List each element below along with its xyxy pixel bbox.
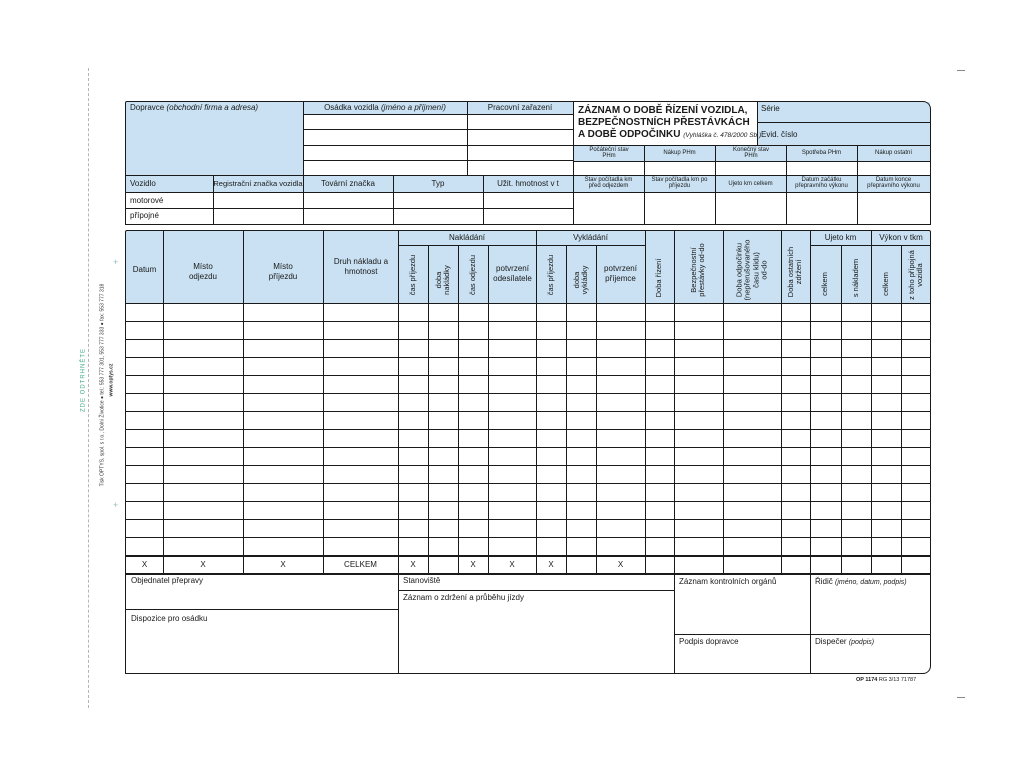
col-departure-time: čas odjezdu	[467, 254, 477, 296]
km-group: Ujeto km	[824, 233, 857, 242]
top-section	[125, 101, 931, 225]
tear-line	[88, 68, 89, 708]
totals-x: X	[470, 560, 476, 569]
crosshair-icon: +	[113, 500, 119, 510]
col-receiver-confirm: potvrzení příjemce	[604, 264, 637, 284]
col-driving-time: Doba řízení	[653, 258, 663, 298]
printer-website: www.optys.cz	[108, 363, 115, 397]
dispatcher-label: Dispečer (podpis)	[815, 637, 875, 646]
form-code: OP 1174 RG 3/13 71787	[856, 677, 917, 683]
position-label: Pracovní zařazení	[487, 103, 553, 112]
totals-x: X	[410, 560, 416, 569]
carrier-label: Dopravce (obchodní firma a adresa)	[130, 103, 259, 112]
fuel-header: Konečný stav PHm	[732, 147, 770, 159]
driver-label: Řidič (jméno, datum, podpis)	[815, 577, 907, 586]
corner-mark	[957, 70, 965, 71]
control-record-label: Záznam kontrolních orgánů	[679, 577, 777, 586]
totals-label: CELKEM	[344, 560, 377, 569]
crew-label: Osádka vozidla (jméno a příjmení)	[324, 103, 446, 112]
vehicle-header: Typ	[431, 179, 445, 188]
col-arrival-place: Místo příjezdu	[268, 262, 298, 281]
corner-mark	[957, 697, 965, 698]
vehicle-header: Tovární značka	[321, 179, 375, 188]
vehicle-row-label: přípojné	[130, 211, 159, 220]
vehicle-header: Registrační značka vozidla	[213, 179, 303, 188]
crew-disposition-label: Dispozice pro osádku	[131, 614, 208, 623]
col-other-delays: Doba ostatních zdržení	[785, 246, 803, 298]
col-rest-period: Doba odpočinku (nepřerušovaného času klidu) od-do	[734, 239, 769, 301]
loading-group: Nakládání	[448, 233, 486, 242]
vehicle-row-label: motorové	[130, 196, 164, 205]
col-arrival-time: čas příjezdu	[545, 254, 555, 296]
col-tkm-trailer: z toho přípojná vozidla	[906, 250, 924, 300]
odometer-header: Datum začátku přepravního výkonu	[795, 177, 848, 189]
col-tkm-total: celkem	[880, 272, 890, 296]
odometer-header: Datum konce přepravního výkonu	[867, 177, 920, 189]
vehicle-header: Vozidlo	[130, 179, 156, 188]
fuel-header: Počáteční stav PHm	[589, 147, 629, 159]
carrier-signature-label: Podpis dopravce	[679, 637, 739, 646]
record-number-label: Evid. číslo	[761, 130, 798, 139]
tkm-group: Výkon v tkm	[879, 233, 923, 242]
totals-x: X	[141, 560, 148, 569]
totals-x: X	[200, 560, 206, 569]
col-departure-place: Místo odjezdu	[188, 262, 218, 281]
totals-x: X	[280, 560, 286, 569]
odometer-header: Ujeto km celkem	[728, 181, 773, 187]
delay-record-label: Záznam o zdržení a průběhu jízdy	[403, 593, 524, 602]
totals-x: X	[617, 560, 624, 569]
fuel-header: Spotřeba PHm	[801, 150, 842, 156]
vehicle-header: Užit. hmotnost v t	[497, 179, 559, 188]
unloading-group: Vykládání	[573, 233, 608, 242]
tear-here-text: ZDE ODTRHNĚTE	[80, 348, 87, 412]
form-title: ZÁZNAM O DOBĚ ŘÍZENÍ VOZIDLA, BEZPEČNOSTNÍCH PŘESTÁVKÁCH A DOBĚ ODPOČINKU (Vyhláška č. 478/2000 Sb.)	[578, 105, 762, 140]
col-km-total: celkem	[819, 272, 829, 296]
totals-x: X	[548, 560, 554, 569]
col-safety-breaks: Bezpečnostní přestávky od-do	[688, 243, 706, 297]
totals-x: X	[509, 560, 515, 569]
printer-info: Tisk OPTYS, spol. s r.o., Dolní Životice ● tel.: 553 777 301, 553 777 333 ● fax: 553 777 318	[99, 283, 106, 487]
series-label: Série	[761, 104, 780, 113]
odometer-header: Stav počítadla km před odjezdem	[584, 177, 633, 189]
stand-label: Stanoviště	[403, 576, 441, 585]
fuel-header: Nákup PHm	[663, 150, 696, 156]
transport-orderer-label: Objednatel přepravy	[131, 576, 204, 585]
col-km-loaded: s nákladem	[850, 258, 860, 298]
col-arrival-time: čas příjezdu	[407, 254, 417, 296]
col-sender-confirm: potvrzení odesílatele	[493, 264, 532, 284]
odometer-header: Stav počítadla km po příjezdu	[651, 177, 708, 189]
crosshair-icon: +	[113, 257, 119, 267]
col-loading-time: doba nakládky	[433, 265, 451, 295]
fuel-header: Nákup ostatní	[874, 150, 913, 156]
col-date: Datum	[132, 265, 157, 274]
col-unloading-time: doba vykládky	[571, 265, 589, 295]
col-cargo: Druh nákladu a hmotnost	[333, 257, 389, 276]
